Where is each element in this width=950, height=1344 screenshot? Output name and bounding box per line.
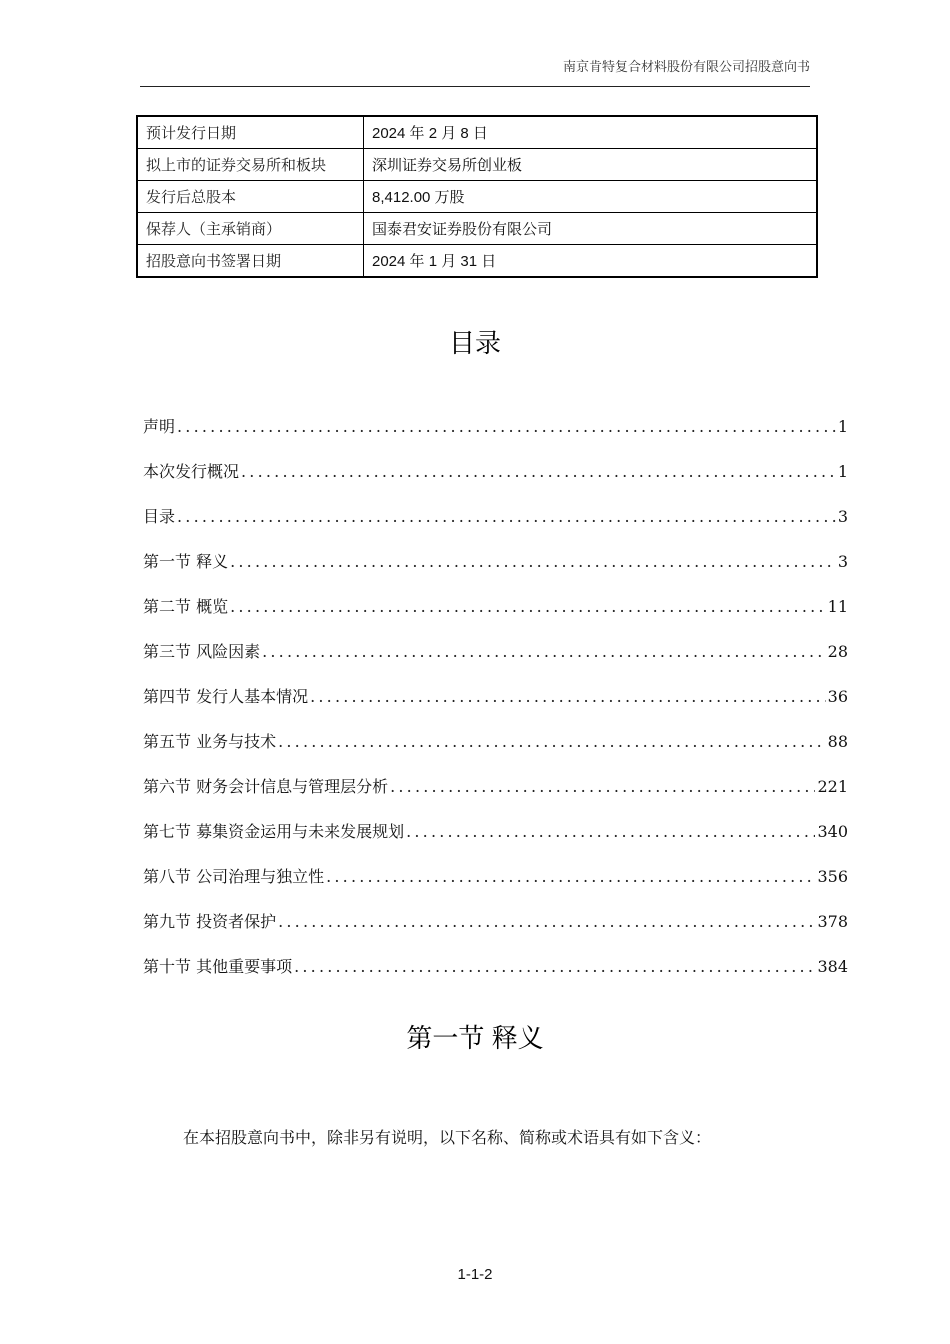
toc-leader (177, 500, 836, 533)
toc-leader (177, 410, 836, 443)
toc-entry-title: 第八节 公司治理与独立性 (143, 867, 325, 886)
toc-entry-page: 36 (827, 687, 848, 706)
toc-entry-title: 目录 (143, 507, 176, 526)
row-label: 预计发行日期 (137, 116, 364, 149)
toc-entry-page: 1 (837, 417, 848, 436)
toc-entry[interactable] (143, 680, 848, 725)
toc-leader (406, 815, 815, 848)
toc-entry[interactable] (143, 950, 848, 995)
section-title: 第一节 释义 (406, 1023, 544, 1053)
toc-entry-title: 第四节 发行人基本情况 (143, 687, 309, 706)
section-intro: 在本招股意向书中，除非另有说明，以下名称、简称或术语具有如下含义： (183, 1128, 712, 1147)
header-divider (140, 86, 810, 87)
toc-entry-page: 356 (817, 867, 848, 886)
toc-entry-title: 第七节 募集资金运用与未来发展规划 (143, 822, 405, 841)
toc-entry-title: 第二节 概览 (143, 597, 229, 616)
toc-leader (278, 725, 826, 758)
toc-leader (326, 860, 815, 893)
row-label: 保荐人（主承销商） (137, 213, 364, 245)
row-label: 招股意向书签署日期 (137, 245, 364, 278)
toc-entry-page: 221 (817, 777, 848, 796)
table-row (137, 181, 817, 213)
toc-entry-page: 11 (827, 597, 848, 616)
toc-entry-page: 384 (817, 957, 848, 976)
toc-entry-page: 1 (837, 462, 848, 481)
toc-entry-page: 28 (827, 642, 848, 661)
toc-entry-page: 3 (837, 507, 848, 526)
toc-entry-title: 第九节 投资者保护 (143, 912, 277, 931)
toc-entry-page: 3 (837, 552, 848, 571)
toc-leader (310, 680, 826, 713)
row-label: 拟上市的证券交易所和板块 (137, 149, 364, 181)
toc-leader (390, 770, 815, 803)
toc-entry[interactable] (143, 590, 848, 635)
page-number: 1-1-2 (457, 1266, 493, 1283)
row-value: 国泰君安证券股份有限公司 (364, 213, 818, 245)
row-value: 8,412.00 万股 (364, 181, 818, 213)
toc-entry-title: 第五节 业务与技术 (143, 732, 277, 751)
toc-entry-page: 88 (827, 732, 848, 751)
toc-entry[interactable] (143, 905, 848, 950)
row-value: 2024 年 1 月 31 日 (364, 245, 818, 278)
toc-leader (294, 950, 815, 983)
toc-entry[interactable] (143, 815, 848, 860)
toc-leader (230, 545, 836, 578)
table-row (137, 213, 817, 245)
running-header: 南京肯特复合材料股份有限公司招股意向书 (562, 60, 810, 75)
toc-entry-title: 第三节 风险因素 (143, 642, 261, 661)
row-value: 2024 年 2 月 8 日 (364, 116, 818, 149)
toc-entry-page: 378 (817, 912, 848, 931)
toc-entry[interactable] (143, 770, 848, 815)
toc-entry[interactable] (143, 500, 848, 545)
toc-entry-title: 第六节 财务会计信息与管理层分析 (143, 777, 389, 796)
toc-entry[interactable] (143, 410, 848, 455)
table-row (137, 116, 817, 149)
table-row (137, 149, 817, 181)
row-value: 深圳证券交易所创业板 (364, 149, 818, 181)
toc-entry-page: 340 (817, 822, 848, 841)
toc-entry-title: 本次发行概况 (143, 462, 240, 481)
toc-leader (241, 455, 836, 488)
toc-entry-title: 第一节 释义 (143, 552, 229, 571)
table-of-contents (143, 410, 848, 995)
table-row (137, 245, 817, 278)
toc-entry[interactable] (143, 635, 848, 680)
toc-leader (262, 635, 826, 668)
offering-info-table (136, 115, 818, 278)
toc-entry[interactable] (143, 725, 848, 770)
toc-entry-title: 声明 (143, 417, 176, 436)
toc-leader (230, 590, 826, 623)
toc-title: 目录 (448, 328, 501, 358)
toc-entry-title: 第十节 其他重要事项 (143, 957, 293, 976)
toc-entry[interactable] (143, 455, 848, 500)
toc-entry[interactable] (143, 860, 848, 905)
row-label: 发行后总股本 (137, 181, 364, 213)
toc-leader (278, 905, 815, 938)
toc-entry[interactable] (143, 545, 848, 590)
